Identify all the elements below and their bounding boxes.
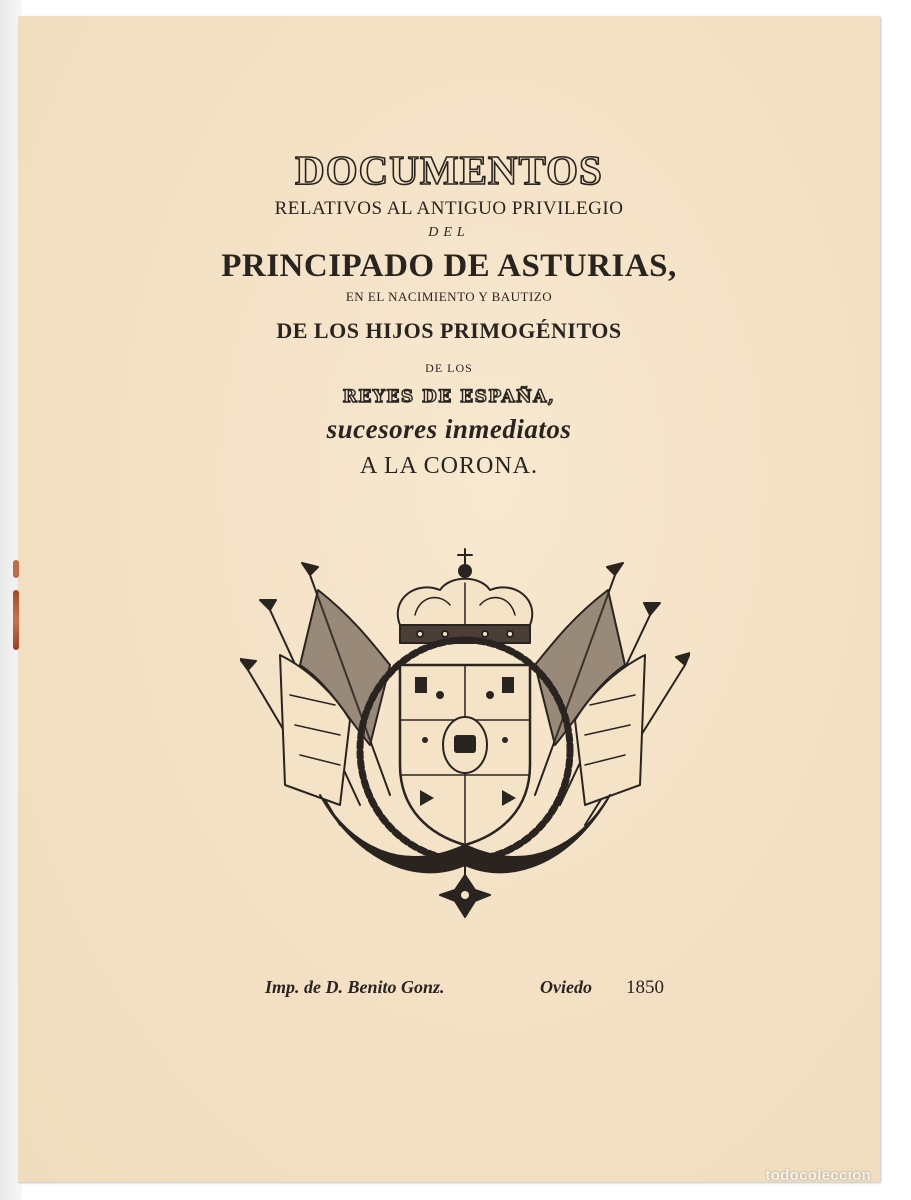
hijos-heading: DE LOS HIJOS PRIMOGÉNITOS <box>276 318 622 343</box>
printer-imprint: Imp. de D. Benito Gonz. <box>265 977 445 997</box>
crown-jewel-2 <box>442 631 448 637</box>
title-documentos: DOCUMENTOS <box>295 147 603 193</box>
spear-tip-left-3 <box>240 659 256 670</box>
spear-tip-left-1 <box>302 563 318 575</box>
spear-tip-right-1 <box>607 563 623 575</box>
fleur-1 <box>436 691 444 699</box>
crown-jewel-1 <box>417 631 423 637</box>
principado-heading: PRINCIPADO DE ASTURIAS, <box>221 248 677 284</box>
connector-de-los: DE LOS <box>425 361 473 375</box>
crown-orb <box>459 565 471 577</box>
staple-rust <box>13 590 19 650</box>
fleur-3 <box>422 737 428 743</box>
coat-of-arms-emblem <box>240 545 690 925</box>
connector-del: DEL <box>428 225 470 240</box>
spear-tip-right-3 <box>676 653 690 665</box>
spear-tip-left-2 <box>260 600 276 610</box>
fleur-2 <box>486 691 494 699</box>
publication-city: Oviedo <box>540 977 592 997</box>
rust-stain <box>13 560 19 578</box>
nacimiento-line: EN EL NACIMIENTO Y BAUTIZO <box>345 289 553 304</box>
fleur-4 <box>502 737 508 743</box>
reyes-heading: REYES DE ESPAÑA, <box>342 387 556 407</box>
spear-tip-right-2 <box>644 603 660 615</box>
subtitle-line: RELATIVOS AL ANTIGUO PRIVILEGIO <box>274 198 624 219</box>
castle-2 <box>502 677 514 693</box>
watermark-logo: todocoleccion <box>765 1167 871 1184</box>
center-arms <box>454 735 476 753</box>
corona-line: A LA CORONA. <box>359 453 539 479</box>
crown-jewel-3 <box>482 631 488 637</box>
publication-year: 1850 <box>626 977 664 998</box>
order-cross-center <box>461 891 469 899</box>
castle-1 <box>415 677 427 693</box>
sucesores-line: sucesores inmediatos <box>326 414 572 444</box>
crown-jewel-4 <box>507 631 513 637</box>
